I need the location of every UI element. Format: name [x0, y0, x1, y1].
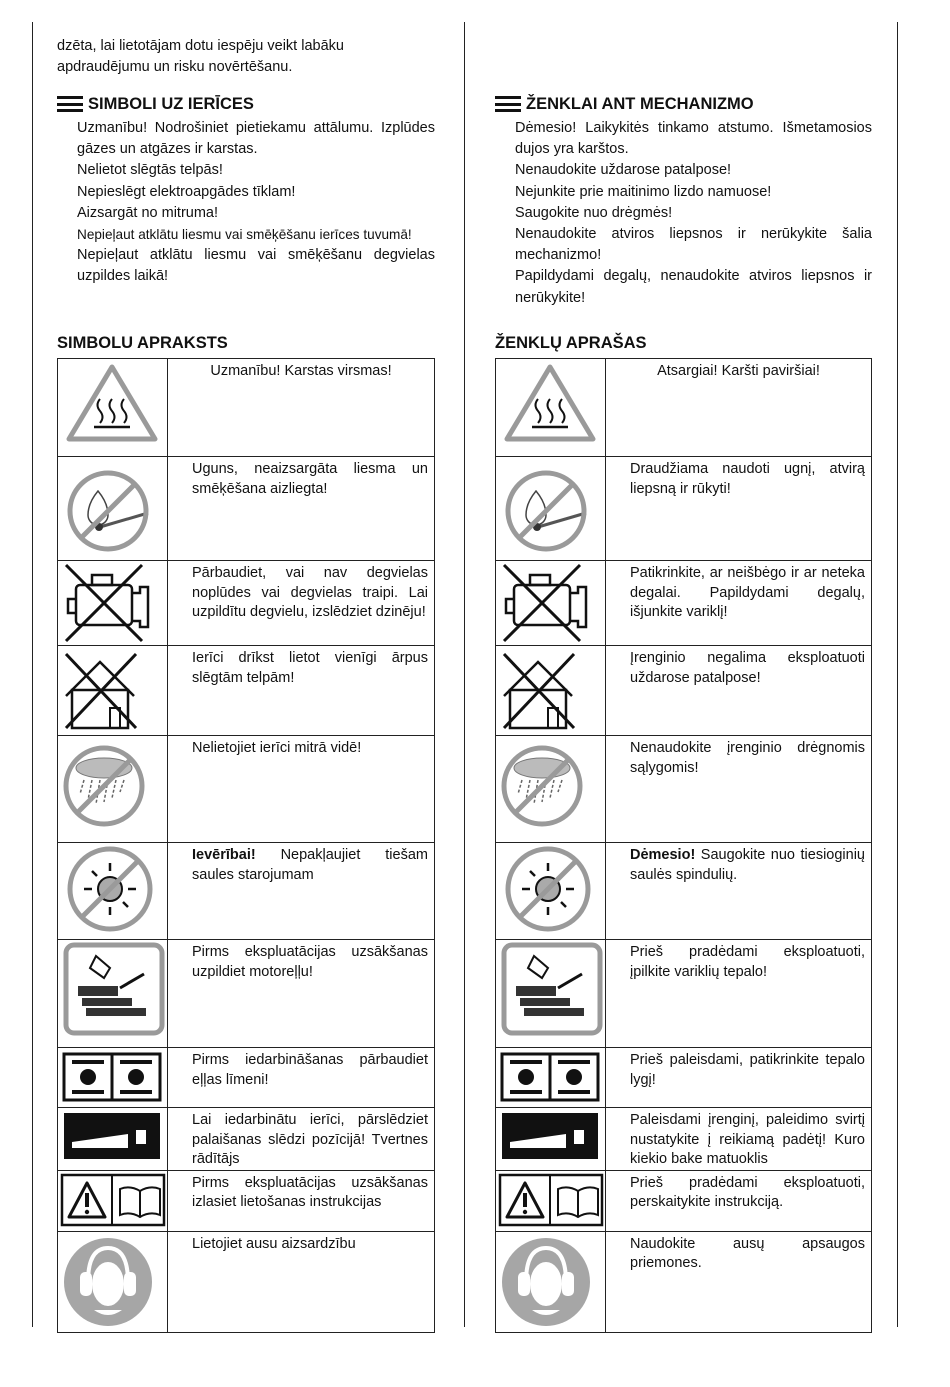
description-cell	[168, 457, 435, 561]
description-cell	[168, 1108, 435, 1171]
symbol-table	[57, 358, 435, 1333]
right-margin-line	[897, 22, 898, 1327]
table-title: ŽENKLŲ APRAŠAS	[495, 334, 647, 352]
description-cell	[606, 561, 872, 646]
fuel-lever-icon	[496, 1108, 605, 1168]
symbols-list	[77, 118, 435, 288]
description-text: Lietojiet ausu aizsardzību	[192, 1235, 356, 1252]
intro-text: dzēta, lai lietotājam dotu iespēju veikt labāku apdraudējumu un risku novērtēšanu.	[57, 38, 344, 75]
icon-cell	[58, 1170, 168, 1231]
table-row	[496, 843, 872, 940]
left-margin-line	[32, 22, 33, 1327]
symbol-line: Nepieļaut atklātu liesmu vai smēķēšanu ierīces tuvumā!	[77, 227, 412, 243]
description-cell	[168, 646, 435, 736]
no-rain-icon	[58, 736, 167, 842]
description-text: Uguns, neaizsargāta liesma un smēķēšana aizliegta!	[192, 461, 428, 497]
table-row	[58, 1048, 435, 1108]
symbol-line: Nenaudokite atviros liepsnos ir nerūkykite šalia mechanizmo!	[515, 226, 872, 264]
table-row	[58, 646, 435, 736]
read-manual-icon	[58, 1171, 167, 1231]
no-open-flame-icon	[58, 457, 167, 560]
description-text: Atsargiai! Karšti paviršiai!	[657, 363, 820, 379]
symbols-title: ŽENKLAI ANT MECHANIZMO	[526, 94, 754, 113]
description-cell	[168, 736, 435, 843]
description-text: Nelietojiet ierīci mitrā vidē!	[192, 740, 362, 756]
description-cell	[168, 359, 435, 457]
icon-cell	[58, 1231, 168, 1332]
no-indoor-use-icon	[496, 646, 605, 735]
icon-cell	[58, 359, 168, 457]
icon-cell	[496, 1108, 606, 1171]
center-divider-line	[464, 22, 465, 1327]
description-cell	[606, 1170, 872, 1231]
table-row	[496, 457, 872, 561]
symbols-title: SIMBOLI UZ IERĪCES	[88, 94, 254, 113]
symbol-line: Nelietot slēgtās telpās!	[77, 162, 223, 179]
no-sun-icon	[496, 843, 605, 939]
table-row	[496, 1048, 872, 1108]
read-manual-icon	[496, 1171, 605, 1231]
description-text: Draudžiama naudoti ugnį, atvirą liepsną ir rūkyti!	[630, 461, 865, 497]
icon-cell	[496, 736, 606, 843]
icon-cell	[58, 940, 168, 1048]
table-row	[58, 736, 435, 843]
symbol-line: Nepieļaut atklātu liesmu vai smēķēšanu degvielas uzpildes laikā!	[77, 247, 435, 285]
symbol-line: Dėmesio! Laikykitės tinkamo atstumo. Išmetamosios dujos yra karštos.	[515, 120, 872, 158]
table-row	[496, 736, 872, 843]
icon-cell	[58, 1108, 168, 1171]
description-cell	[168, 561, 435, 646]
oil-level-icon	[58, 1048, 167, 1107]
ear-protection-icon	[58, 1232, 167, 1332]
table-row	[58, 1231, 435, 1332]
no-engine-leak-icon	[58, 561, 167, 645]
icon-cell	[496, 940, 606, 1048]
description-cell	[606, 1048, 872, 1108]
symbols-heading	[495, 93, 872, 115]
description-text: Uzmanību! Karstas virsmas!	[210, 363, 392, 379]
description-text: Pirms iedarbināšanas pārbaudiet eļļas līmeni!	[192, 1052, 428, 1088]
description-text: Įrenginio negalima eksploatuoti uždarose patalpose!	[630, 650, 865, 686]
no-open-flame-icon	[496, 457, 605, 560]
symbol-line: Nejunkite prie maitinimo lizdo namuose!	[515, 183, 772, 200]
description-cell	[606, 1108, 872, 1171]
table-row	[496, 359, 872, 457]
symbol-table	[495, 358, 872, 1333]
symbol-line: Papildydami degalų, nenaudokite atviros liepsnos ir nerūkykite!	[515, 268, 872, 306]
table-title: SIMBOLU APRAKSTS	[57, 334, 228, 352]
description-cell	[606, 457, 872, 561]
description-cell	[168, 940, 435, 1048]
table-row	[496, 561, 872, 646]
description-cell	[168, 843, 435, 940]
icon-cell	[58, 1048, 168, 1108]
intro-spacer	[495, 36, 872, 79]
description-text: Paleisdami įrenginį, paleidimo svirtį nustatykite į reikiamą padėtį! Kuro kiekio bake matuoklis	[630, 1112, 865, 1167]
table-row	[58, 940, 435, 1048]
menu-lines-icon	[57, 96, 83, 112]
fill-oil-icon	[58, 940, 167, 1047]
table-row	[496, 1108, 872, 1171]
description-cell	[168, 1048, 435, 1108]
description-cell	[606, 1231, 872, 1332]
symbols-heading	[57, 93, 435, 115]
description-text: Lai iedarbinātu ierīci, pārslēdziet palaišanas slēdzi pozīcijā! Tvertnes rādītājs	[192, 1112, 428, 1167]
description-text: Nenaudokite įrenginio drėgnomis sąlygomis!	[630, 740, 865, 776]
fuel-lever-icon	[58, 1108, 167, 1168]
symbol-line: Nenaudokite uždarose patalpose!	[515, 162, 732, 179]
symbols-list	[515, 118, 872, 309]
table-row	[58, 1108, 435, 1171]
icon-cell	[58, 457, 168, 561]
icon-cell	[496, 1170, 606, 1231]
icon-cell	[58, 646, 168, 736]
table-row	[58, 359, 435, 457]
description-text: Prieš pradėdami eksploatuoti, perskaitykite instrukciją.	[630, 1174, 865, 1210]
description-text: Pirms ekspluatācijas uzsākšanas izlasiet lietošanas instrukcijas	[192, 1174, 428, 1210]
table-row	[58, 457, 435, 561]
ear-protection-icon	[496, 1232, 605, 1332]
description-text: Prieš paleisdami, patikrinkite tepalo lygį!	[630, 1052, 865, 1088]
hot-surface-icon	[496, 359, 605, 456]
description-cell	[606, 646, 872, 736]
no-rain-icon	[496, 736, 605, 842]
no-engine-leak-icon	[496, 561, 605, 645]
description-text: Naudokite ausų apsaugos priemones.	[630, 1235, 865, 1271]
no-indoor-use-icon	[58, 646, 167, 735]
icon-cell	[496, 1231, 606, 1332]
table-row	[496, 1231, 872, 1332]
description-cell	[168, 1231, 435, 1332]
table-row	[496, 940, 872, 1048]
description-text: Prieš pradėdami eksploatuoti, įpilkite variklių tepalo!	[630, 944, 865, 980]
description-text: Nepakļaujiet tiešam saules starojumam	[192, 847, 428, 883]
icon-cell	[496, 457, 606, 561]
no-sun-icon	[58, 843, 167, 939]
menu-lines-icon	[495, 96, 521, 112]
description-cell	[606, 940, 872, 1048]
description-cell	[606, 843, 872, 940]
description-cell	[606, 359, 872, 457]
description-text: Patikrinkite, ar neišbėgo ir ar neteka degalai. Papildydami degalų, išjunkite variklį!	[630, 565, 865, 620]
description-text: Pārbaudiet, vai nav degvielas noplūdes vai degvielas traipi. Lai uzpildītu degvielu, izslēdziet dzinēju!	[192, 565, 428, 620]
icon-cell	[58, 843, 168, 940]
emphasis-text: Dėmesio!	[630, 847, 696, 863]
icon-cell	[496, 646, 606, 736]
icon-cell	[58, 561, 168, 646]
description-cell	[606, 736, 872, 843]
icon-cell	[496, 1048, 606, 1108]
description-cell	[168, 1170, 435, 1231]
table-row	[58, 843, 435, 940]
table-row	[58, 1170, 435, 1231]
icon-cell	[496, 561, 606, 646]
symbol-line: Nepieslēgt elektroapgādes tīklam!	[77, 183, 296, 200]
icon-cell	[496, 359, 606, 457]
icon-cell	[496, 843, 606, 940]
right-column	[495, 36, 872, 1271]
table-row	[496, 646, 872, 736]
emphasis-text: Ievērībai!	[192, 847, 256, 863]
icon-cell	[58, 736, 168, 843]
table-row	[496, 1170, 872, 1231]
symbol-line: Saugokite nuo drėgmės!	[515, 204, 673, 221]
oil-level-icon	[496, 1048, 605, 1107]
description-text: Saugokite nuo tiesioginių saulės spindulių.	[630, 847, 865, 883]
table-row	[58, 561, 435, 646]
fill-oil-icon	[496, 940, 605, 1047]
symbol-line: Uzmanību! Nodrošiniet pietiekamu attālumu. Izplūdes gāzes un atgāzes ir karstas.	[77, 120, 435, 158]
description-text: Ierīci drīkst lietot vienīgi ārpus slēgtām telpām!	[192, 650, 428, 686]
symbol-line: Aizsargāt no mitruma!	[77, 204, 219, 221]
hot-surface-icon	[58, 359, 167, 456]
left-column	[57, 36, 435, 1252]
description-text: Pirms ekspluatācijas uzsākšanas uzpildiet motoreļļu!	[192, 944, 428, 980]
